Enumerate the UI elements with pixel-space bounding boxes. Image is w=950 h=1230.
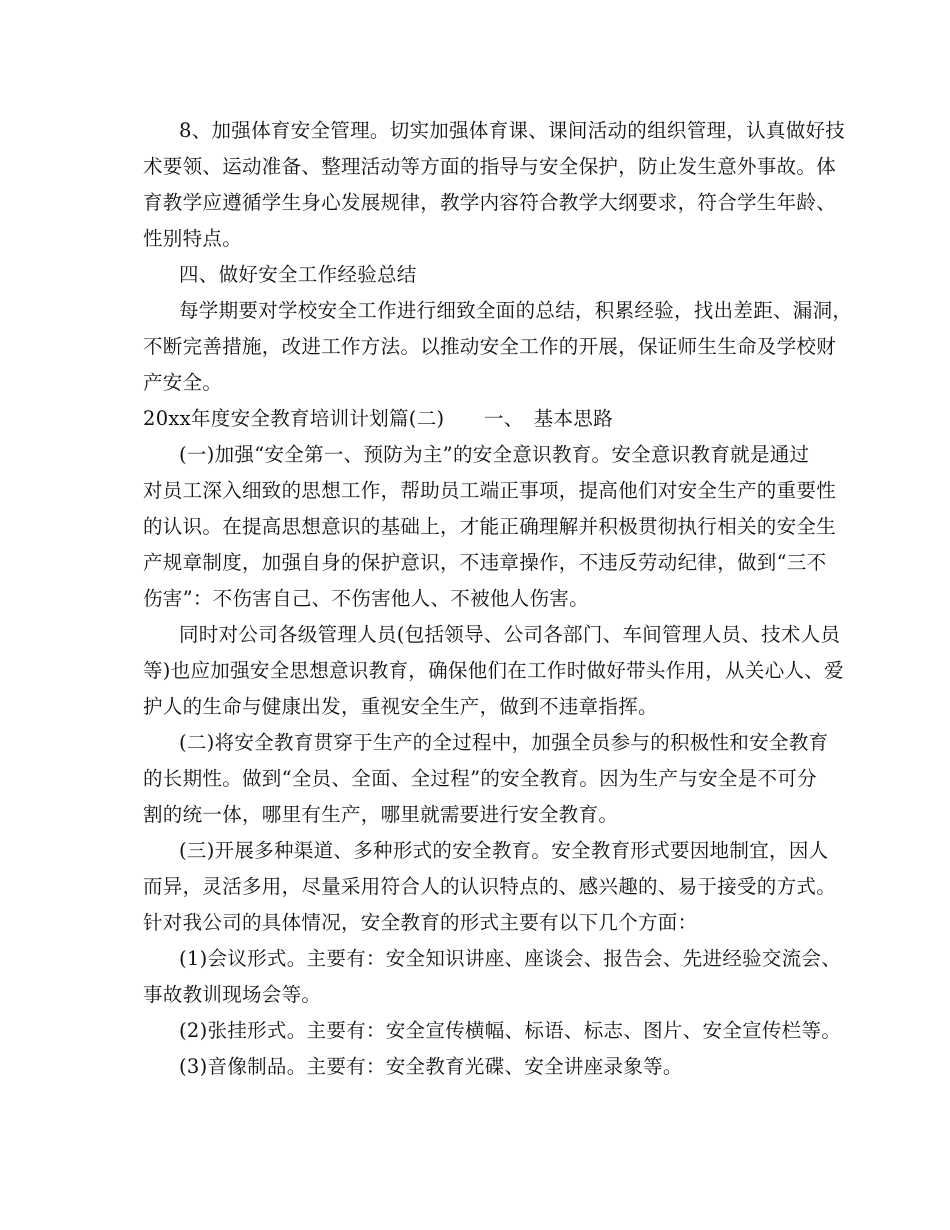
text-line: 性别特点。: [143, 227, 243, 250]
text-line: (3)音像制品。主要有：安全教育光碟、安全讲座录象等。: [179, 1055, 683, 1078]
text-line: 对员工深入细致的思想工作，帮助员工端正事项，提高他们对安全生产的重要性: [143, 479, 837, 502]
text-line: 针对我公司的具体情况，安全教育的形式主要有以下几个方面：: [143, 911, 698, 934]
text-line: 术要领、运动准备、整理活动等方面的指导与安全保护，防止发生意外事故。体: [143, 155, 837, 178]
text-line: 产安全。: [143, 371, 223, 394]
text-line: 8、加强体育安全管理。切实加强体育课、课间活动的组织管理，认真做好技: [179, 119, 846, 142]
text-line: (三)开展多种渠道、多种形式的安全教育。安全教育形式要因地制宜，因人: [179, 839, 829, 862]
text-line: (二)将安全教育贯穿于生产的全过程中，加强全员参与的积极性和安全教育: [179, 731, 829, 754]
text-line: 育教学应遵循学生身心发展规律，教学内容符合教学大纲要求，符合学生年龄、: [143, 191, 837, 214]
text-line: 同时对公司各级管理人员(包括领导、公司各部门、车间管理人员、技术人员: [179, 623, 841, 646]
section-heading: 四、做好安全工作经验总结: [179, 263, 417, 286]
text-line: 产规章制度，加强自身的保护意识，不违章操作，不违反劳动纪律，做到“三不: [143, 551, 827, 574]
text-line: (2)张挂形式。主要有：安全宣传横幅、标语、标志、图片、安全宣传栏等。: [179, 1019, 842, 1042]
text-line: 伤害”：不伤害自己、不伤害他人、不被他人伤害。: [143, 587, 589, 610]
text-line: (一)加强“安全第一、预防为主”的安全意识教育。安全意识教育就是通过: [179, 443, 810, 466]
text-line: (1)会议形式。主要有：安全知识讲座、座谈会、报告会、先进经验交流会、: [179, 947, 842, 970]
text-line: 事故教训现场会等。: [143, 983, 322, 1006]
text-line: 而异，灵活多用，尽量采用符合人的认识特点的、感兴趣的、易于接受的方式。: [143, 875, 837, 898]
text-line: 的认识。在提高思想意识的基础上，才能正确理解并积极贯彻执行相关的安全生: [143, 515, 837, 538]
text-line: 等)也应加强安全思想意识教育，确保他们在工作时做好带头作用，从关心人、爱: [143, 659, 844, 682]
text-line: 不断完善措施，改进工作方法。以推动安全工作的开展，保证师生生命及学校财: [143, 335, 837, 358]
text-line: 割的统一体，哪里有生产，哪里就需要进行安全教育。: [143, 803, 619, 826]
text-line: 每学期要对学校安全工作进行细致全面的总结，积累经验，找出差距、漏洞，: [179, 299, 853, 322]
document-subtitle: 20xx年度安全教育培训计划篇(二) 一、 基本思路: [143, 407, 613, 430]
text-line: 的长期性。做到“全员、全面、全过程”的安全教育。因为生产与安全是不可分: [143, 767, 817, 790]
text-line: 护人的生命与健康出发，重视安全生产，做到不违章指挥。: [143, 695, 658, 718]
